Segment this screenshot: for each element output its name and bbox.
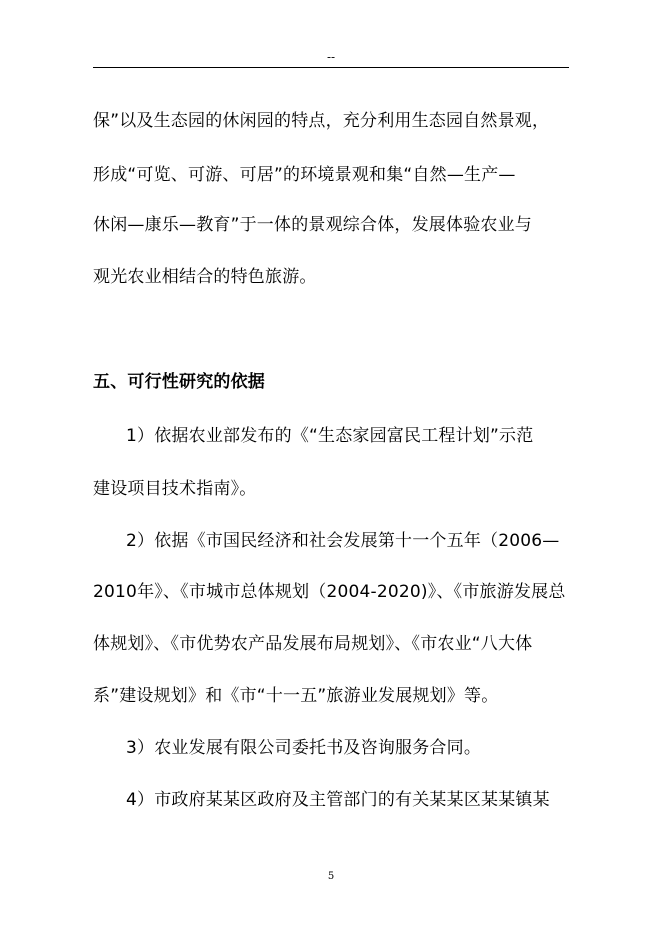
item-1-line-2: 建设项目技术指南》。	[93, 479, 257, 499]
intro-line-1: 保”以及生态园的休闲园的特点，充分利用生态园自然景观，	[93, 111, 550, 131]
intro-line-3: 休闲—康乐—教育”于一体的景观综合体，发展体验农业与	[93, 215, 533, 235]
intro-line-2: 形成“可览、可游、可居”的环境景观和集“自然—生产—	[93, 165, 516, 185]
item-2-line-1: 2）依据《市国民经济和社会发展第十一个五年（2006—	[126, 531, 560, 551]
item-2-line-2: 2010年》、《市城市总体规划（2004-2020)》、《市旅游发展总	[93, 582, 566, 602]
item-1-line-1: 1）依据农业部发布的《“生态家园富民工程计划”示范	[126, 426, 534, 446]
page-number: 5	[327, 871, 335, 882]
header-rule	[93, 67, 569, 68]
item-3-line-1: 3）农业发展有限公司委托书及咨询服务合同。	[126, 738, 482, 758]
item-2-line-4: 系”建设规划》和《市“十一五”旅游业发展规划》等。	[93, 686, 499, 706]
section-heading: 五、可行性研究的依据	[93, 372, 265, 392]
item-4-line-1: 4）市政府某某区政府及主管部门的有关某某区某某镇某	[126, 790, 550, 810]
page-header: --	[326, 50, 336, 64]
item-2-line-3: 体规划》、《市优势农产品发展布局规划》、《市农业“八大体	[93, 634, 533, 654]
intro-line-4: 观光农业相结合的特色旅游。	[93, 267, 317, 287]
